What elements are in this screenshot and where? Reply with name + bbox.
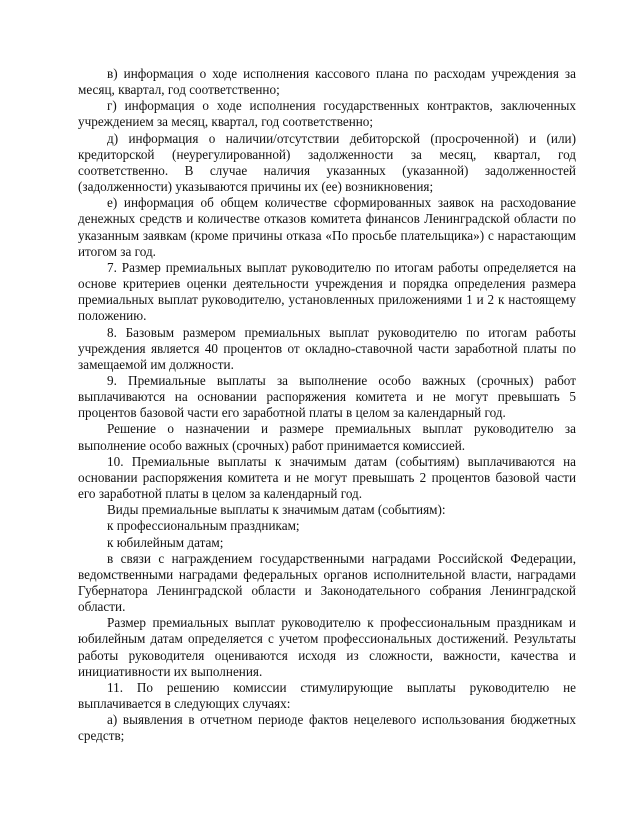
paragraph-10-types-heading: Виды премиальные выплаты к значимым датам (событиям): bbox=[107, 502, 446, 518]
paragraph-8-base-size: 8. Базовым размером премиальных выплат руководителю по итогам работы учреждения является 40 процентов от окладно-ставочной части заработной платы по замещаемой им должности. bbox=[78, 324, 576, 372]
paragraph-7-bonus-size: 7. Размер премиальных выплат руководителю по итогам работы определяется на основе критериев оценки деятельности учреждения и порядка определения размера премиальных выплат руководителю, установленных приложениями 1 и 2 к настоящему положению. bbox=[78, 259, 576, 324]
paragraph-10-evaluation: Размер премиальных выплат руководителю к профессиональным праздникам и юбилейным датам определяется с учетом профессиональных достижений. Результаты работы руководителя оцениваются исходя из сложности, важности, качества и инициативности их выполнения. bbox=[78, 615, 576, 679]
paragraph-9-decision: Решение о назначении и размере премиальных выплат руководителю за выполнение особо важных (срочных) работ принимается комиссией. bbox=[78, 421, 576, 453]
paragraph-d-debts: д) информация о наличии/отсутствии дебиторской (просроченной) и (или) кредиторской (неурегулированной) задолженности за месяц, квартал, год соответственно. В случае наличия указанных (указанной) задолженностей (задолженности) указываются причины их (ее) возникновения; bbox=[78, 130, 576, 195]
list-item-anniversaries: к юбилейным датам; bbox=[107, 534, 224, 550]
paragraph-11-exceptions: 11. По решению комиссии стимулирующие выплаты руководителю не выплачивается в следующих случаях: bbox=[78, 679, 576, 712]
paragraph-e-requests: е) информация об общем количестве сформированных заявок на расходование денежных средств и количестве отказов комитета финансов Ленинградской области по указанным заявкам (кроме причины отказа «По просьбе плательщика») с нарастающим итогом за год. bbox=[78, 195, 576, 259]
list-item-professional-holidays: к профессиональным праздникам; bbox=[107, 518, 300, 534]
list-item-state-awards: в связи с награждением государственными наградами Российской Федерации, ведомственными наградами федеральных органов исполнительной власти, наградами Губернатора Ленинградской области и Законодательного собрания Ленинградской области. bbox=[78, 550, 576, 615]
document-page bbox=[78, 66, 576, 745]
paragraph-10-significant-dates: 10. Премиальные выплаты к значимым датам (событиям) выплачиваются на основании распоряжения комитета и не могут превышать 2 процентов базовой части его заработной платы в целом за календарный год. bbox=[78, 453, 576, 502]
paragraph-11-a-misuse: а) выявления в отчетном периоде фактов нецелевого использования бюджетных средств; bbox=[78, 712, 576, 744]
paragraph-v-cash-plan: в) информация о ходе исполнения кассового плана по расходам учреждения за месяц, квартал, год соответственно; bbox=[78, 66, 576, 98]
paragraph-9-urgent-work: 9. Премиальные выплаты за выполнение особо важных (срочных) работ выплачиваются на основании распоряжения комитета и не могут превышать 5 процентов базовой части его заработной платы в целом за календарный год. bbox=[78, 372, 576, 421]
paragraph-g-contracts: г) информация о ходе исполнения государственных контрактов, заключенных учреждением за месяц, квартал, год соответственно; bbox=[78, 98, 576, 130]
